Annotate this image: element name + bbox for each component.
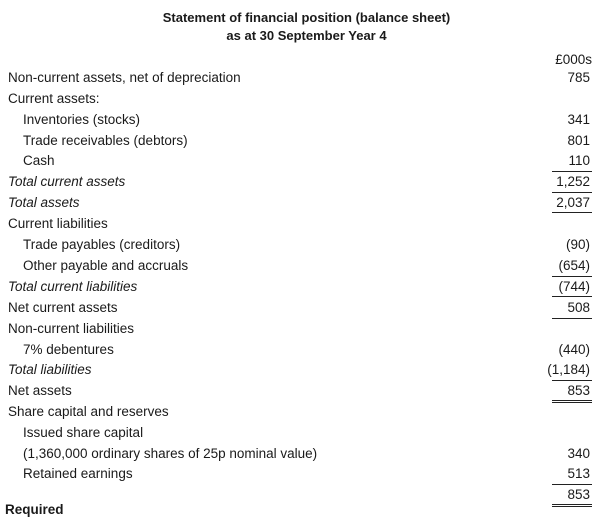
row-cash (0, 151, 613, 171)
row-value: 340 (567, 446, 590, 461)
row-value: (744) (558, 279, 590, 294)
row-label: Total current liabilities (8, 279, 138, 294)
row-label: Trade receivables (debtors) (23, 133, 188, 148)
row-label: Total assets (8, 195, 80, 210)
subtotal-rule (552, 212, 592, 213)
statement-date: as at 30 September Year 4 (226, 28, 387, 43)
row-other-payables (0, 256, 613, 276)
row-value: 508 (567, 300, 590, 315)
row-label: Cash (23, 153, 55, 168)
row-share-capital-heading (0, 402, 613, 422)
row-value: 853 (567, 487, 590, 502)
row-debentures (0, 340, 613, 360)
row-label: Issued share capital (23, 425, 144, 440)
row-label: Total liabilities (8, 362, 92, 377)
row-issued-share-capital (0, 423, 613, 443)
row-label: Net current assets (8, 300, 118, 315)
row-value: 801 (567, 133, 590, 148)
row-current-assets-heading (0, 89, 613, 109)
row-total-assets (0, 193, 613, 213)
row-retained-earnings (0, 464, 613, 484)
row-total-current-assets (0, 172, 613, 192)
row-label: Share capital and reserves (8, 404, 169, 419)
row-value: 110 (568, 153, 590, 168)
row-net-assets (0, 381, 613, 401)
row-value: (654) (558, 258, 590, 273)
row-trade-payables (0, 235, 613, 255)
statement-title: Statement of financial position (balance sheet) (162, 10, 451, 25)
row-value: 853 (567, 383, 590, 398)
row-trade-receivables (0, 131, 613, 151)
row-inventories (0, 110, 613, 130)
row-label: Net assets (8, 383, 72, 398)
row-value: (440) (558, 342, 590, 357)
unit-header: £000s (555, 52, 592, 67)
row-label: 7% debentures (23, 342, 114, 357)
row-non-current-liabilities-heading (0, 319, 613, 339)
row-label: Current liabilities (8, 216, 108, 231)
row-value: 1,252 (556, 174, 590, 189)
row-label: Retained earnings (23, 466, 133, 481)
row-label: Non-current liabilities (8, 321, 135, 336)
subtotal-rule (552, 296, 592, 297)
row-current-liabilities-heading (0, 214, 613, 234)
row-value: 513 (567, 466, 590, 481)
row-total-liabilities (0, 360, 613, 380)
row-label: Other payable and accruals (23, 258, 189, 273)
row-total-current-liabilities (0, 277, 613, 297)
row-value: 2,037 (556, 195, 590, 210)
row-value: (90) (565, 237, 590, 252)
row-label: Current assets: (8, 91, 100, 106)
required-heading: Required (5, 502, 64, 517)
row-value: 785 (567, 70, 590, 85)
row-value: 341 (567, 112, 590, 127)
row-value: (1,184) (547, 362, 590, 377)
row-label: Total current assets (8, 174, 126, 189)
row-ordinary-shares (0, 444, 613, 464)
row-label: Trade payables (creditors) (23, 237, 181, 252)
row-label: Non-current assets, net of depreciation (8, 70, 241, 85)
row-label: Inventories (stocks) (23, 112, 141, 127)
row-label: (1,360,000 ordinary shares of 25p nominal value) (23, 446, 318, 461)
row-net-current-assets (0, 298, 613, 318)
total-double-rule (552, 504, 592, 507)
row-equity-total (0, 485, 613, 505)
row-non-current-assets (0, 68, 613, 88)
